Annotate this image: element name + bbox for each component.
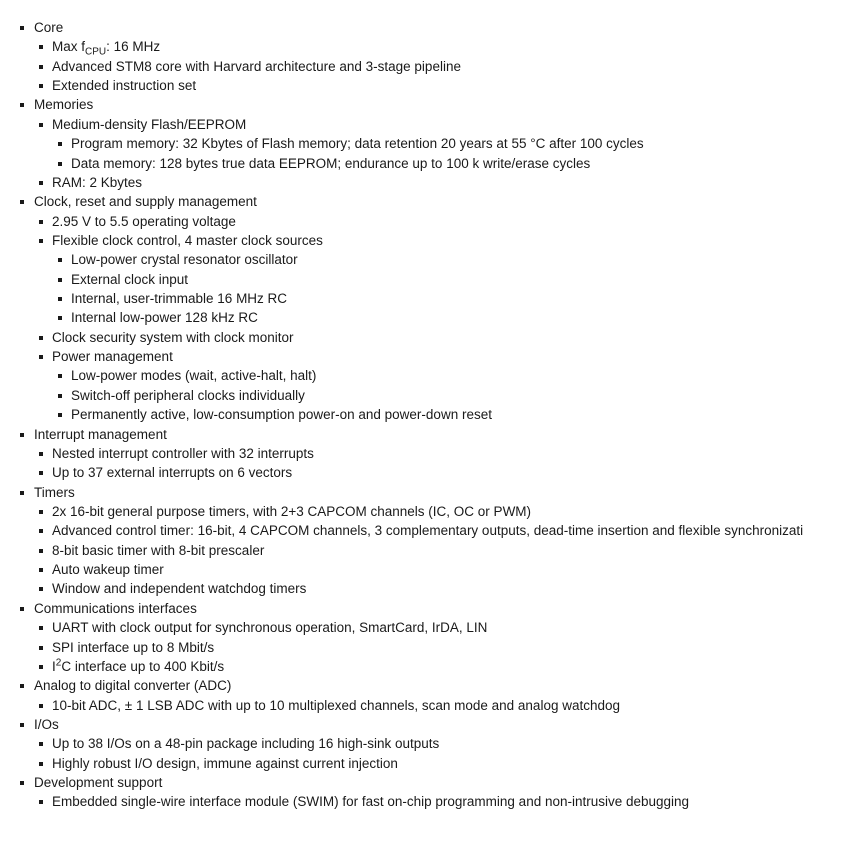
bullet-icon <box>39 45 43 49</box>
list-item <box>0 734 846 753</box>
bullet-icon <box>39 646 43 650</box>
bullet-icon <box>39 762 43 766</box>
bullet-icon <box>20 684 24 688</box>
bullet-icon <box>39 452 43 456</box>
item-text: Auto wakeup timer <box>52 562 164 578</box>
bullet-icon <box>39 510 43 514</box>
item-text: Program memory: 32 Kbytes of Flash memory; data retention 20 years at 55 °C after 100 cycles <box>71 136 644 152</box>
fcpu-subscript: CPU <box>85 47 107 57</box>
bullet-icon <box>39 549 43 553</box>
list-item <box>0 154 846 173</box>
item-text: 2.95 V to 5.5 operating voltage <box>52 213 236 229</box>
bullet-icon <box>39 800 43 804</box>
fcpu-suffix: : 16 MHz <box>106 39 161 55</box>
list-item <box>0 366 846 385</box>
list-item <box>0 463 846 482</box>
bullet-icon <box>58 162 62 166</box>
section-dev <box>0 773 846 792</box>
bullet-icon <box>20 26 24 30</box>
bullet-icon <box>39 355 43 359</box>
item-text: Advanced STM8 core with Harvard architecture and 3-stage pipeline <box>52 58 461 74</box>
item-text: Embedded single-wire interface module (SWIM) for fast on-chip programming and non-intrusive debugging <box>52 794 690 810</box>
list-item <box>0 579 846 598</box>
list-item <box>0 618 846 637</box>
list-item <box>0 250 846 269</box>
bullet-icon <box>39 529 43 533</box>
section-title: Development support <box>34 775 163 791</box>
list-item <box>0 134 846 153</box>
item-text: 10-bit ADC, ± 1 LSB ADC with up to 10 multiplexed channels, scan mode and analog watchdog <box>52 697 620 713</box>
list-item <box>0 405 846 424</box>
bullet-icon <box>58 142 62 146</box>
section-timers <box>0 483 846 502</box>
list-item-i2c <box>0 657 846 676</box>
bullet-icon <box>20 200 24 204</box>
item-text: External clock input <box>71 271 189 287</box>
list-item <box>0 231 846 250</box>
bullet-icon <box>58 413 62 417</box>
section-title: Memories <box>34 97 94 113</box>
item-text: Power management <box>52 349 173 365</box>
item-text: RAM: 2 Kbytes <box>52 174 143 190</box>
bullet-icon <box>58 316 62 320</box>
item-text: Medium-density Flash/EEPROM <box>52 116 247 132</box>
list-item <box>0 541 846 560</box>
list-item <box>0 115 846 134</box>
bullet-icon <box>58 394 62 398</box>
item-text: Data memory: 128 bytes true data EEPROM; endurance up to 100 k write/erase cycles <box>71 155 591 171</box>
bullet-icon <box>20 607 24 611</box>
bullet-icon <box>58 258 62 262</box>
section-title: I/Os <box>34 716 59 732</box>
item-text: Permanently active, low-consumption power-on and power-down reset <box>71 407 492 423</box>
list-item <box>0 386 846 405</box>
item-text: Window and independent watchdog timers <box>52 581 307 597</box>
feature-list <box>0 18 846 812</box>
item-text: Switch-off peripheral clocks individually <box>71 387 305 403</box>
bullet-icon <box>39 742 43 746</box>
list-item <box>0 560 846 579</box>
list-item <box>0 57 846 76</box>
item-text: Advanced control timer: 16-bit, 4 CAPCOM channels, 3 complementary outputs, dead-time insertion and flexible synchronizati <box>52 523 804 539</box>
section-adc <box>0 676 846 695</box>
item-text: 2x 16-bit general purpose timers, with 2+3 CAPCOM channels (IC, OC or PWM) <box>52 503 532 519</box>
item-text: Internal, user-trimmable 16 MHz RC <box>71 291 288 307</box>
bullet-icon <box>58 374 62 378</box>
i2c-suffix: C interface up to 400 Kbit/s <box>61 658 225 674</box>
bullet-icon <box>39 239 43 243</box>
bullet-icon <box>58 297 62 301</box>
list-item-fcpu <box>0 37 846 56</box>
item-text: 8-bit basic timer with 8-bit prescaler <box>52 542 265 558</box>
section-memories <box>0 95 846 114</box>
list-item <box>0 792 846 811</box>
list-item <box>0 76 846 95</box>
section-title: Communications interfaces <box>34 600 197 616</box>
list-item <box>0 696 846 715</box>
item-text: Internal low-power 128 kHz RC <box>71 310 258 326</box>
list-item <box>0 754 846 773</box>
item-text: UART with clock output for synchronous operation, SmartCard, IrDA, LIN <box>52 620 488 636</box>
section-title: Interrupt management <box>34 426 167 442</box>
bullet-icon <box>39 181 43 185</box>
section-core <box>0 18 846 37</box>
bullet-icon <box>20 433 24 437</box>
list-item <box>0 212 846 231</box>
bullet-icon <box>20 723 24 727</box>
section-comms <box>0 599 846 618</box>
item-text: Up to 37 external interrupts on 6 vectors <box>52 465 293 481</box>
section-title: Analog to digital converter (ADC) <box>34 678 232 694</box>
bullet-icon <box>20 103 24 107</box>
bullet-icon <box>20 491 24 495</box>
item-text: Flexible clock control, 4 master clock sources <box>52 232 323 248</box>
bullet-icon <box>39 587 43 591</box>
list-item <box>0 444 846 463</box>
list-item <box>0 270 846 289</box>
section-title: Timers <box>34 484 75 500</box>
list-item <box>0 328 846 347</box>
bullet-icon <box>39 336 43 340</box>
bullet-icon <box>39 471 43 475</box>
fcpu-prefix: Max f <box>52 39 86 55</box>
item-text: Low-power modes (wait, active-halt, halt) <box>71 368 317 384</box>
bullet-icon <box>39 568 43 572</box>
section-ios <box>0 715 846 734</box>
section-clock <box>0 192 846 211</box>
item-text: Clock security system with clock monitor <box>52 329 294 345</box>
item-text: Low-power crystal resonator oscillator <box>71 252 298 268</box>
item-text: Nested interrupt controller with 32 interrupts <box>52 445 314 461</box>
bullet-icon <box>58 278 62 282</box>
bullet-icon <box>39 84 43 88</box>
list-item <box>0 521 846 540</box>
bullet-icon <box>39 220 43 224</box>
item-text: Highly robust I/O design, immune against current injection <box>52 755 398 771</box>
item-text: SPI interface up to 8 Mbit/s <box>52 639 215 655</box>
section-title: Core <box>34 20 64 35</box>
bullet-icon <box>39 65 43 69</box>
list-item <box>0 502 846 521</box>
bullet-icon <box>39 704 43 708</box>
item-text: Extended instruction set <box>52 78 197 94</box>
i2c-prefix: I <box>52 658 56 674</box>
list-item <box>0 638 846 657</box>
bullet-icon <box>20 781 24 785</box>
section-title: Clock, reset and supply management <box>34 194 257 210</box>
section-interrupt <box>0 425 846 444</box>
i2c-superscript: 2 <box>55 657 62 669</box>
list-item <box>0 308 846 327</box>
list-item <box>0 289 846 308</box>
list-item <box>0 347 846 366</box>
bullet-icon <box>39 665 43 669</box>
bullet-icon <box>39 626 43 630</box>
bullet-icon <box>39 123 43 127</box>
item-text: Up to 38 I/Os on a 48-pin package including 16 high-sink outputs <box>52 736 440 752</box>
list-item <box>0 173 846 192</box>
